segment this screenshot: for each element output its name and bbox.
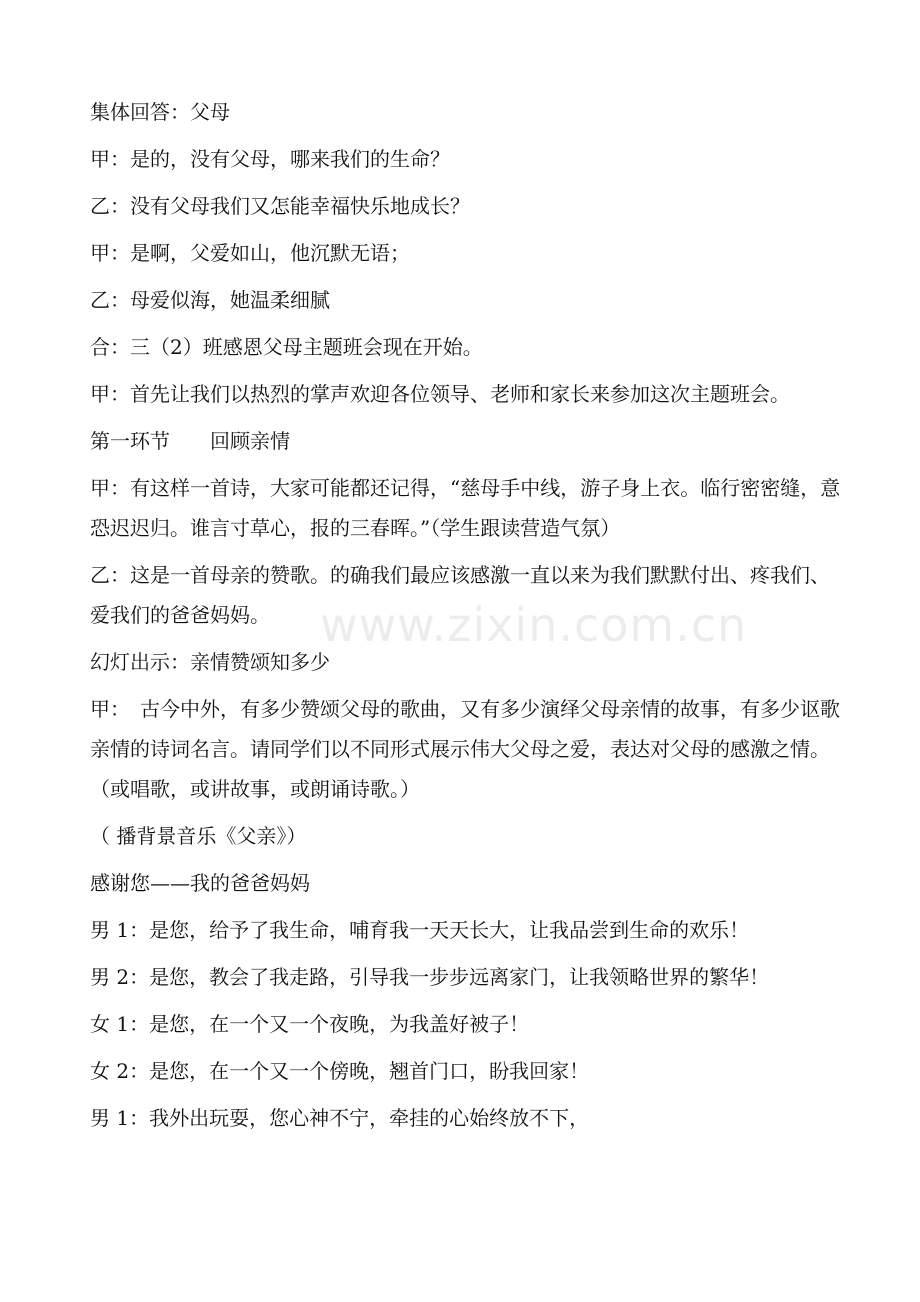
section-heading: 第一环节 回顾亲情 <box>90 429 290 453</box>
line-male-1a: 男 1：是您，给予了我生命，哺育我一天天长大，让我品尝到生命的欢乐！ <box>90 918 750 942</box>
line-female-2: 女 2：是您，在一个又一个傍晚，翘首门口，盼我回家！ <box>90 1059 590 1083</box>
line-male-1b: 男 1：我外出玩耍，您心神不宁，牵挂的心始终放不下， <box>90 1106 590 1130</box>
line-yi-2: 乙：母爱似海，她温柔细腻 <box>90 288 330 312</box>
line-jia-5: 甲： 古今中外，有多少赞颂父母的歌曲，又有多少演绎父母亲情的故事，有多少讴歌亲情的诗词名言。请同学们以不同形式展示伟大父母之爱，表达对父母的感激之情。（或唱歌，或讲故事，或朗诵诗歌。） <box>90 697 840 801</box>
line-male-2: 男 2：是您，教会了我走路，引导我一步步远离家门，让我领略世界的繁华！ <box>90 965 770 989</box>
line-jia-1: 甲：是的，没有父母，哪来我们的生命？ <box>90 147 450 171</box>
document-body <box>90 92 842 1145</box>
line-female-1: 女 1：是您，在一个又一个夜晚，为我盖好被子！ <box>90 1012 530 1036</box>
line-thanks-title: 感谢您——我的爸爸妈妈 <box>90 871 310 895</box>
line-slide: 幻灯出示：亲情赞颂知多少 <box>90 650 330 674</box>
line-yi-3: 乙：这是一首母亲的赞歌。的确我们最应该感激一直以来为我们默默付出、疼我们、爱我们的爸爸妈妈。 <box>90 563 830 627</box>
line-collective-answer: 集体回答：父母 <box>90 100 230 124</box>
watermark: www.zixin.com.cn <box>320 598 748 652</box>
line-yi-1: 乙：没有父母我们又怎能幸福快乐地成长？ <box>90 194 470 218</box>
line-jia-3: 甲：首先让我们以热烈的掌声欢迎各位领导、老师和家长来参加这次主题班会。 <box>90 382 790 406</box>
line-together: 合：三（2）班感恩父母主题班会现在开始。 <box>90 335 483 359</box>
line-jia-2: 甲：是啊，父爱如山，他沉默无语； <box>90 241 410 265</box>
line-jia-4: 甲：有这样一首诗，大家可能都还记得，“慈母手中线，游子身上衣。临行密密缝，意恐迟迟归。谁言寸草心，报的三春晖。”（学生跟读营造气氛） <box>90 476 841 540</box>
line-music-note: （ 播背景音乐《父亲》） <box>90 824 307 848</box>
